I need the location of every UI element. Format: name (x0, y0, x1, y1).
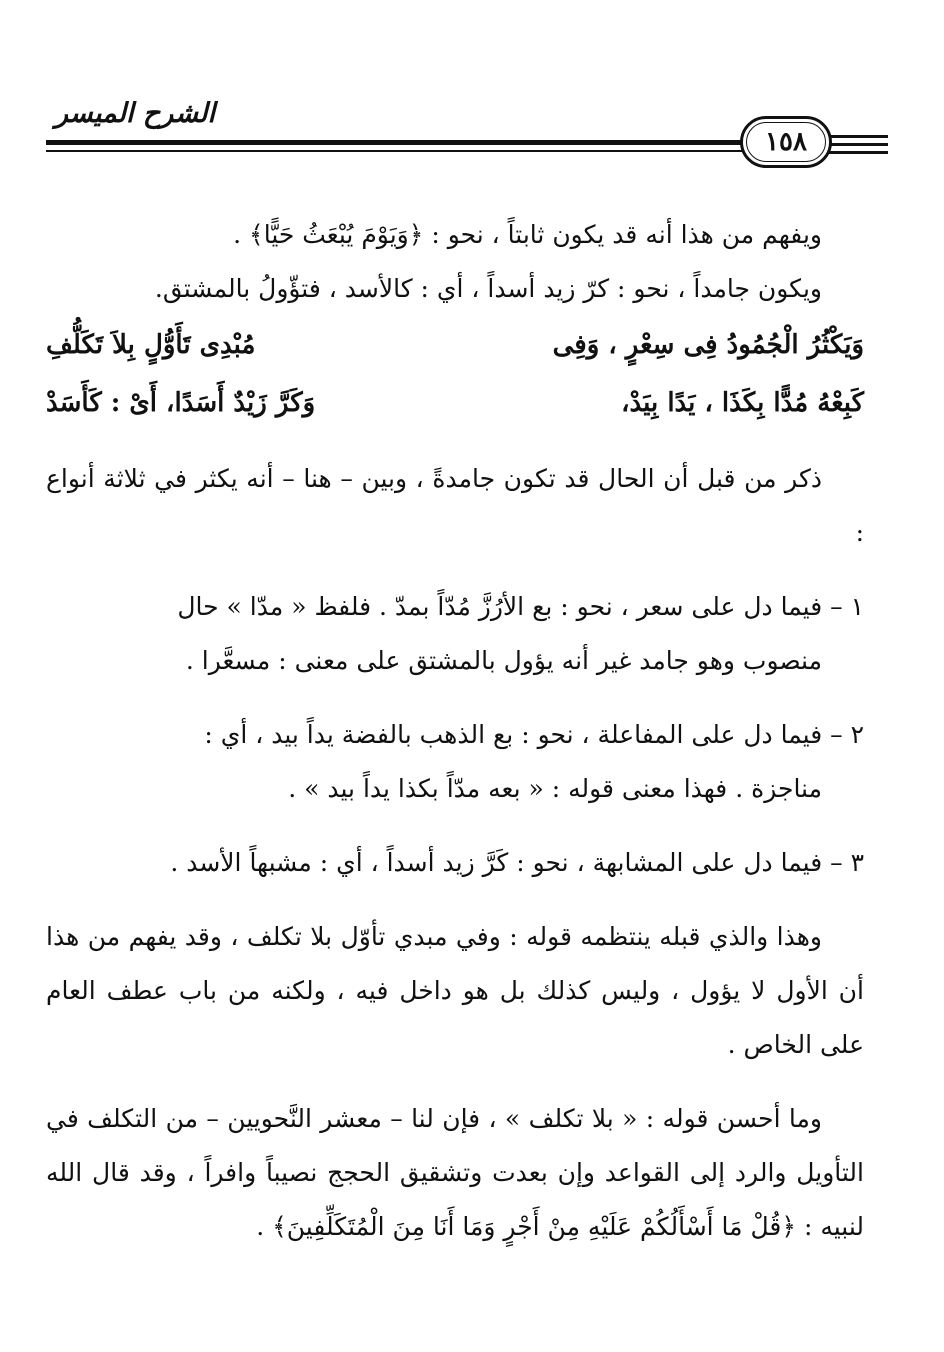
header-rule-right (826, 135, 888, 138)
poem-hemistich: مُبْدِى تَأَوُّلٍ بِلاَ تَكَلُّفِ (46, 330, 256, 360)
header-rule-right (826, 151, 888, 154)
header-rule-right (826, 143, 888, 146)
list-item: ٢ – فيما دل على المفاعلة ، نحو : بع الذهب بالفضة يداً بيد ، أي : (204, 720, 864, 749)
page-header (0, 0, 944, 190)
paragraph: ويفهم من هذا أنه قد يكون ثابتاً ، نحو : ﴿وَيَوْمَ يُبْعَثُ حَيًّا﴾ . (233, 220, 822, 249)
book-title: الشرح الميسر (55, 98, 216, 129)
page-number-frame (740, 116, 832, 168)
poem-hemistich: كَبِعْهُ مُدًّا بِكَذَا ، يَدًا بِيَدْ، (621, 388, 864, 418)
paragraph: ذكر من قبل أن الحال قد تكون جامدةً ، وبين – هنا – أنه يكثر في ثلاثة أنواع : (46, 464, 864, 547)
list-item: ٣ – فيما دل على المشابهة ، نحو : كَرَّ زيد أسداً ، أي : مشبهاً الأسد . (170, 848, 864, 877)
poem-line (46, 374, 864, 432)
page-number: ١٥٨ (765, 127, 807, 157)
list-item-continuation: منصوب وهو جامد غير أنه يؤول بالمشتق على معنى : مسعَّرا . (185, 646, 822, 675)
paragraph: وهذا والذي قبله ينتظمه قوله : وفي مبدي تأوّل بلا تكلف ، وقد يفهم من هذا أن الأول لا يؤول ، وليس كذلك بل هو داخل فيه ، ولكنه من باب عطف العام على الخاص . (46, 922, 864, 1059)
paragraph: وما أحسن قوله : « بلا تكلف » ، فإن لنا – معشر النَّحويين – من التكلف في التأويل والرد إلى القواعد وإن بعدت وتشقيق الحجج نصيباً وافراً ، وقد قال الله لنبيه : ﴿قُلْ مَا أَسْأَلُكُمْ عَلَيْهِ مِنْ أَجْرٍ وَمَا أَنَا مِنَ الْمُتَكَلِّفِينَ﴾ . (46, 1104, 864, 1241)
list-item: ١ – فيما دل على سعر ، نحو : بع الأرُزَّ مُدّاً بمدّ . فلفظ « مدّا » حال (177, 592, 864, 621)
header-rule-thin (46, 150, 746, 152)
paragraph: ويكون جامداً ، نحو : كرّ زيد أسداً ، أي : كالأسد ، فتؤّولُ بالمشتق. (154, 274, 822, 303)
header-rule-thick (46, 140, 746, 145)
poem-hemistich: وَيَكْثُرُ الْجُمُودُ فِى سِعْرٍ ، وَفِى (552, 330, 864, 360)
list-item-continuation: مناجزة . فهذا معنى قوله : « بعه مدّاً بكذا يداً بيد » . (288, 774, 822, 803)
poem-hemistich: وَكَرَّ زَيْدٌ أَسَدًا، أَىْ : كَأَسَدْ (46, 388, 316, 418)
page-body (46, 208, 864, 1254)
poem-line (46, 316, 864, 374)
